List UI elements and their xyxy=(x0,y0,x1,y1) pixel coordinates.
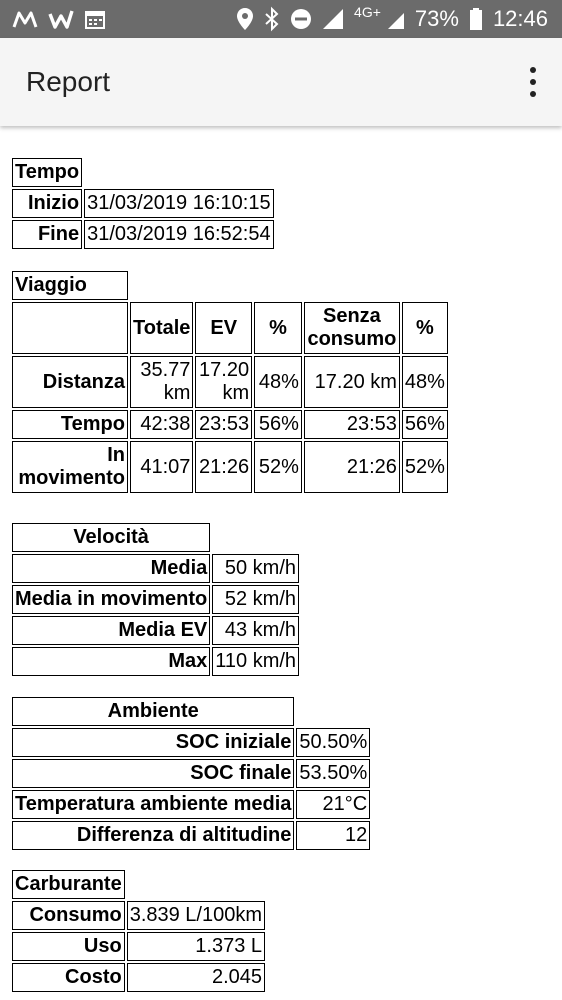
cell: 23:53 xyxy=(304,410,400,439)
cell: 56% xyxy=(402,410,448,439)
row-value: 31/03/2019 16:52:54 xyxy=(84,220,274,249)
ambiente-table xyxy=(10,695,372,852)
row-value: 3.839 L/100km xyxy=(127,901,265,930)
location-icon xyxy=(236,7,254,31)
viaggio-table xyxy=(10,269,450,495)
status-bar-right xyxy=(236,6,548,32)
page-title: Report xyxy=(26,66,111,97)
table-row xyxy=(12,759,370,788)
row-value: 53.50% xyxy=(296,759,370,788)
cell: 17.20 km xyxy=(304,356,400,408)
network-type: 4G+ xyxy=(354,4,381,20)
table-row xyxy=(12,790,370,819)
row-value: 12 xyxy=(296,821,370,850)
cell: 48% xyxy=(402,356,448,408)
table-row xyxy=(12,410,448,439)
row-label: Consumo xyxy=(12,901,125,930)
report-content[interactable] xyxy=(0,126,562,1000)
velocita-caption: Velocità xyxy=(12,523,210,552)
table-row xyxy=(12,189,274,218)
row-label: Inizio xyxy=(12,189,82,218)
row-value: 1.373 L xyxy=(127,932,265,961)
cell: 42:38 xyxy=(130,410,193,439)
viaggio-caption: Viaggio xyxy=(12,271,128,300)
table-row xyxy=(12,554,299,583)
row-label: Distanza xyxy=(12,356,128,408)
header-percent: % xyxy=(254,302,302,354)
tempo-table xyxy=(10,156,276,251)
cell: 35.77 km xyxy=(130,356,193,408)
header-empty-cell xyxy=(12,302,128,354)
battery-icon xyxy=(469,7,483,31)
status-bar-left xyxy=(12,7,106,31)
header-senza-consumo: Senza consumo xyxy=(304,302,400,354)
ambiente-caption: Ambiente xyxy=(12,697,294,726)
signal-4g-icon xyxy=(387,7,405,31)
row-value: 21°C xyxy=(296,790,370,819)
table-row xyxy=(12,356,448,408)
row-label: Max xyxy=(12,647,210,676)
table-row xyxy=(12,963,265,992)
header-percent-2: % xyxy=(402,302,448,354)
more-vert-icon[interactable] xyxy=(522,59,544,105)
row-value: 110 km/h xyxy=(212,647,299,676)
do-not-disturb-icon xyxy=(290,7,312,31)
w-icon xyxy=(48,7,74,31)
table-row xyxy=(12,647,299,676)
carburante-table xyxy=(10,868,267,994)
row-label: Media in movimento xyxy=(12,585,210,614)
row-value: 50 km/h xyxy=(212,554,299,583)
signal-icon xyxy=(322,7,344,31)
bluetooth-icon xyxy=(264,7,280,31)
carburante-caption: Carburante xyxy=(12,870,125,899)
velocita-table xyxy=(10,521,301,678)
row-label: Differenza di altitudine xyxy=(12,821,294,850)
row-label: Media xyxy=(12,554,210,583)
row-value: 50.50% xyxy=(296,728,370,757)
row-label: Costo xyxy=(12,963,125,992)
tempo-caption: Tempo xyxy=(12,158,82,187)
row-label: Media EV xyxy=(12,616,210,645)
cell: 21:26 xyxy=(195,441,252,493)
header-totale: Totale xyxy=(130,302,193,354)
cell: 17.20 km xyxy=(195,356,252,408)
row-label: Uso xyxy=(12,932,125,961)
cell: 52% xyxy=(254,441,302,493)
m-icon xyxy=(12,7,38,31)
row-label: SOC finale xyxy=(12,759,294,788)
row-label: Temperatura ambiente media xyxy=(12,790,294,819)
table-row xyxy=(12,901,265,930)
row-label: Fine xyxy=(12,220,82,249)
cell: 41:07 xyxy=(130,441,193,493)
row-value: 2.045 xyxy=(127,963,265,992)
row-value: 43 km/h xyxy=(212,616,299,645)
row-label: SOC iniziale xyxy=(12,728,294,757)
cell: 52% xyxy=(402,441,448,493)
table-header-row xyxy=(12,302,448,354)
row-label: In movimento xyxy=(12,441,128,493)
cell: 48% xyxy=(254,356,302,408)
row-label: Tempo xyxy=(12,410,128,439)
battery-percent: 73% xyxy=(414,6,459,31)
row-value: 52 km/h xyxy=(212,585,299,614)
table-row xyxy=(12,616,299,645)
cell: 21:26 xyxy=(304,441,400,493)
cell: 56% xyxy=(254,410,302,439)
table-row xyxy=(12,441,448,493)
app-bar xyxy=(0,38,562,126)
status-bar xyxy=(0,0,562,38)
table-row xyxy=(12,821,370,850)
table-row xyxy=(12,932,265,961)
cell: 23:53 xyxy=(195,410,252,439)
row-value: 31/03/2019 16:10:15 xyxy=(84,189,274,218)
clock: 12:46 xyxy=(492,6,548,31)
calendar-icon xyxy=(84,7,106,31)
table-row xyxy=(12,585,299,614)
table-row xyxy=(12,728,370,757)
header-ev: EV xyxy=(195,302,252,354)
table-row xyxy=(12,220,274,249)
